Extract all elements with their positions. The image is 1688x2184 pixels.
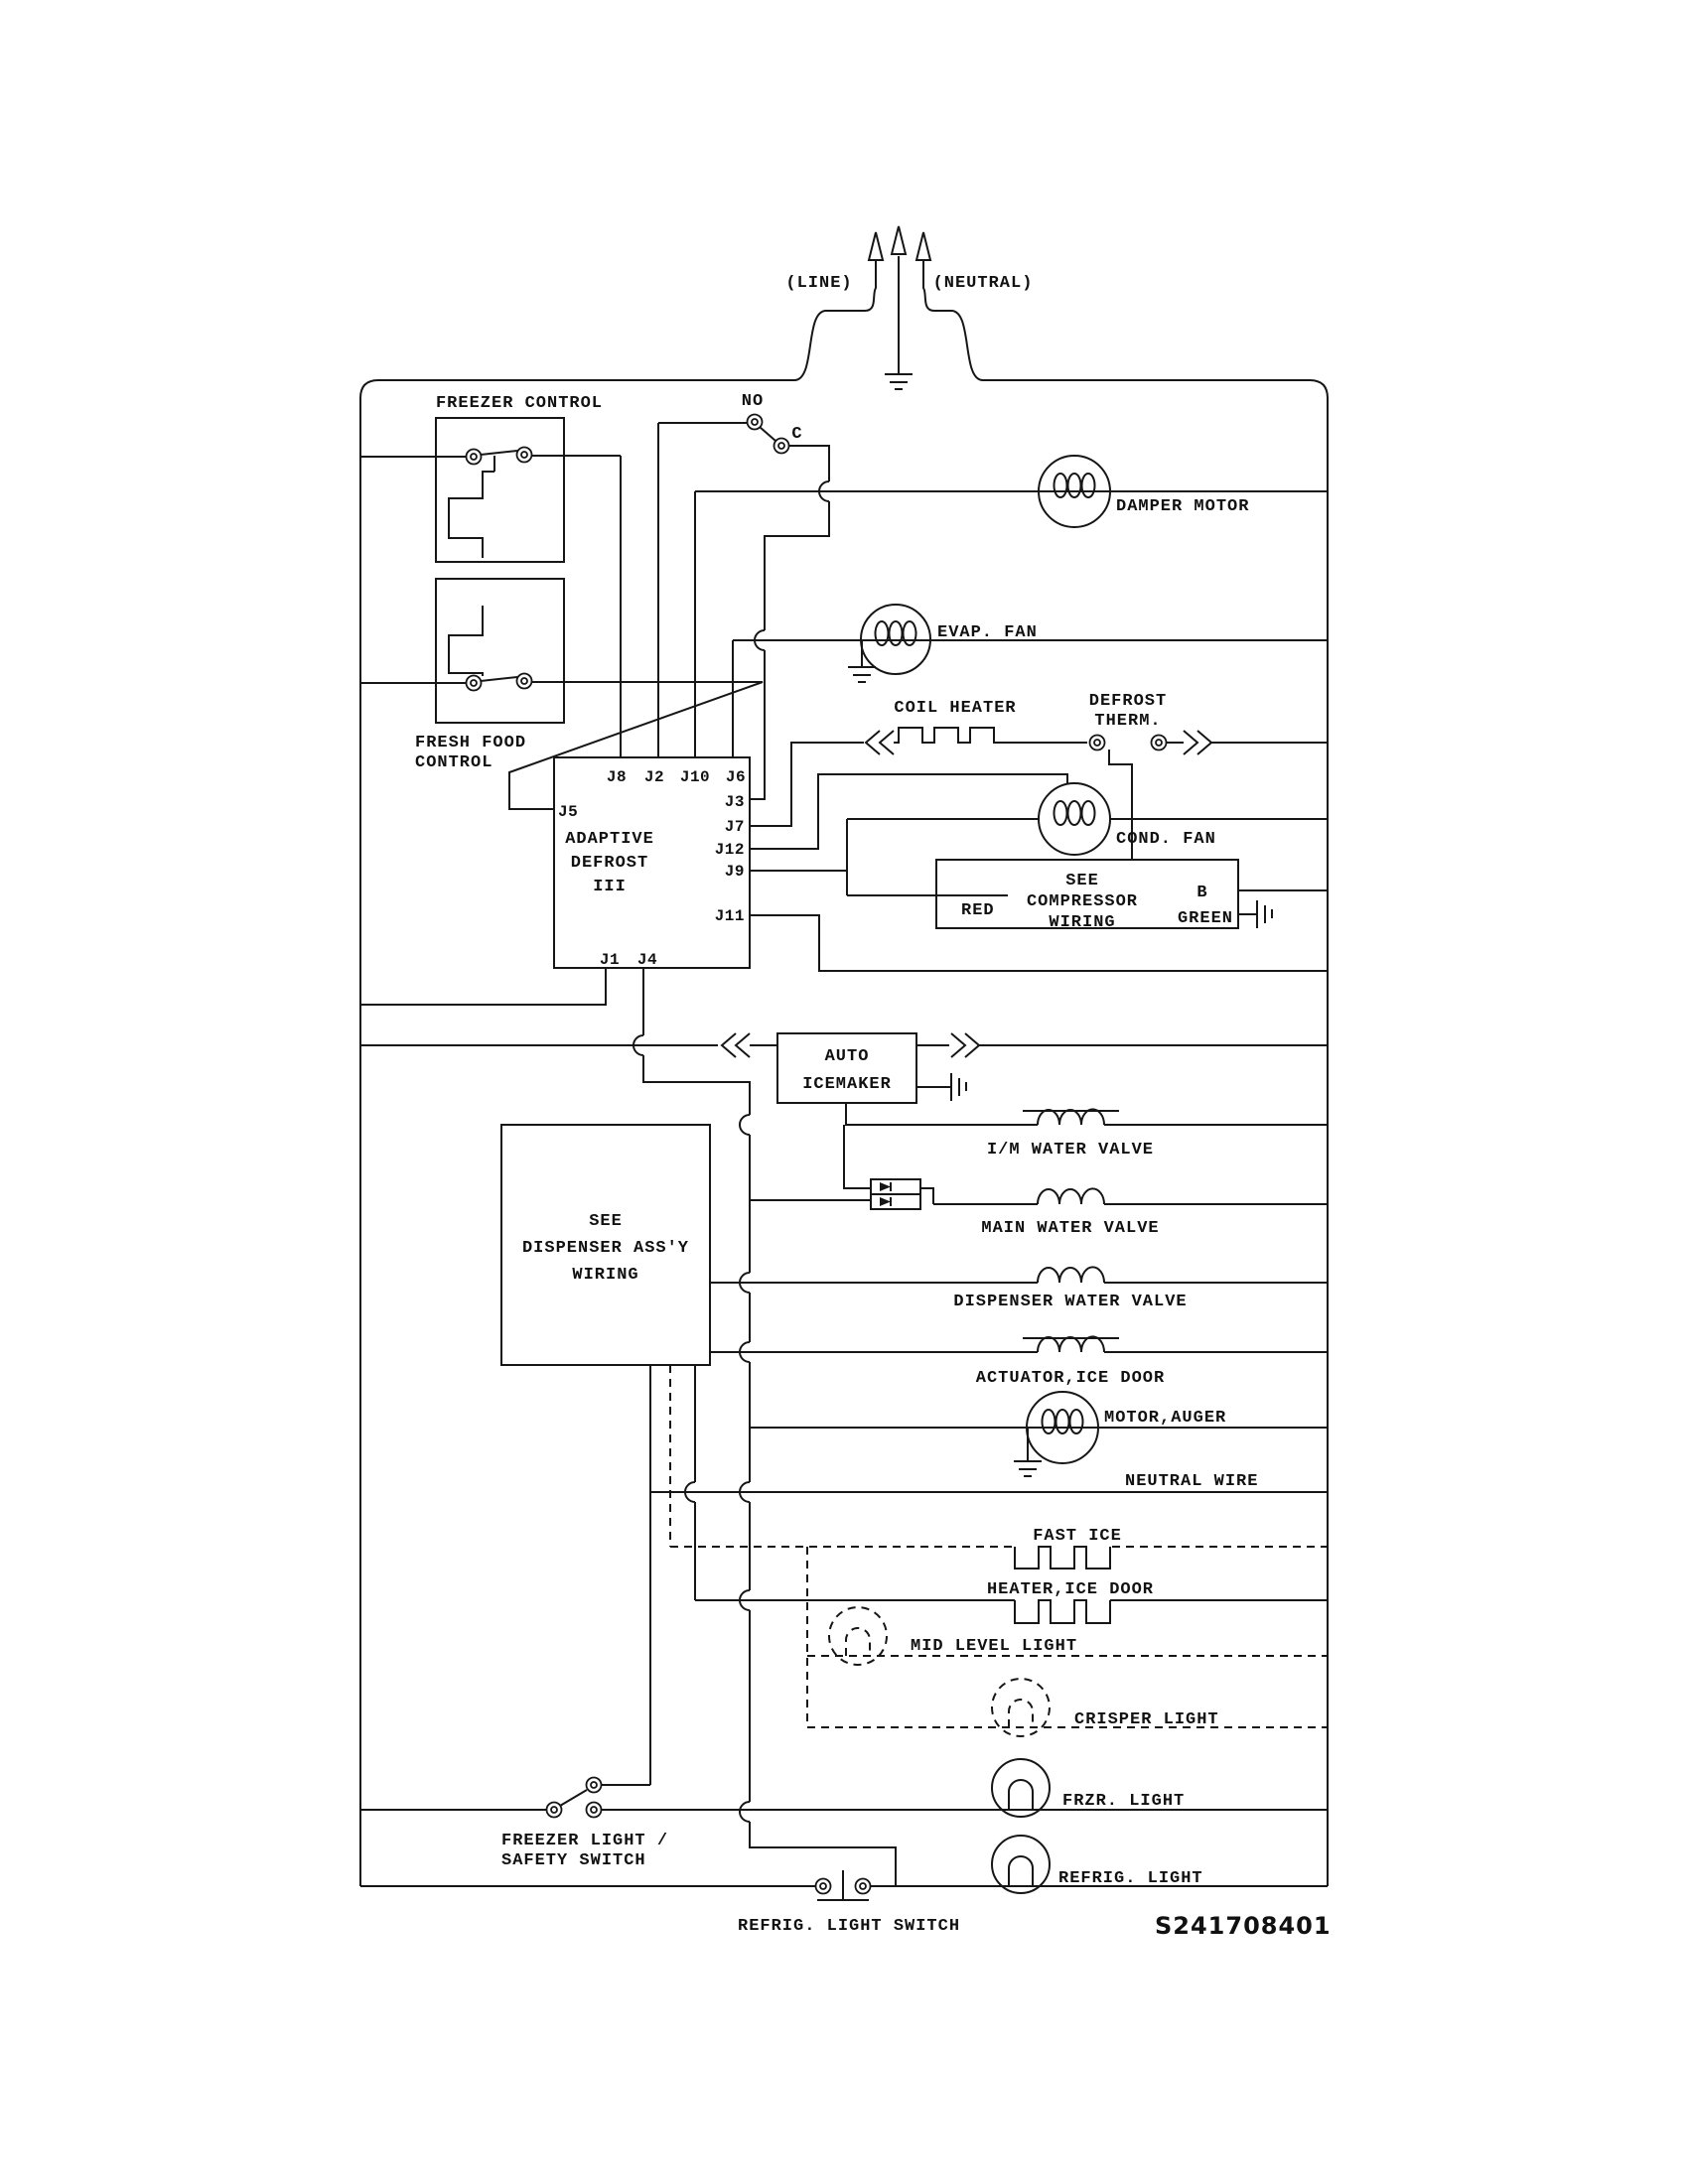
main-water-valve <box>933 1188 1328 1238</box>
connector-icon <box>866 731 894 754</box>
fast-ice-label: FAST ICE <box>1033 1527 1122 1546</box>
evap-fan <box>733 605 1328 757</box>
adaptive-defrost-board <box>554 757 750 969</box>
connector-icon <box>1184 731 1211 754</box>
ground-icon <box>951 1073 966 1101</box>
actuator-ice-door <box>710 1336 1328 1388</box>
ground-icon <box>885 374 913 389</box>
motor-coil-icon <box>1055 474 1095 497</box>
neutral-label: (NEUTRAL) <box>932 274 1034 293</box>
fresh-food-label: FRESH FOOD <box>415 734 527 752</box>
motor-coil-icon <box>876 621 916 645</box>
pin-label-j3: J3 <box>724 793 745 811</box>
refrig-light-label: REFRIG. LIGHT <box>1058 1869 1203 1888</box>
compressor-label: COMPRESSOR <box>1026 892 1139 911</box>
pin-label-j10: J10 <box>679 768 711 786</box>
fresh-food-label: CONTROL <box>415 753 493 772</box>
cond-fan <box>750 774 1328 855</box>
ground-icon <box>848 640 876 682</box>
main-water-valve-label: MAIN WATER VALVE <box>981 1219 1160 1238</box>
refrig-light-switch-label: REFRIG. LIGHT SWITCH <box>738 1917 961 1936</box>
board-name: DEFROST <box>570 854 649 873</box>
coil-heater-label: COIL HEATER <box>894 699 1017 718</box>
freezer-control <box>360 394 621 757</box>
crisper-light-label: CRISPER LIGHT <box>1074 1710 1219 1729</box>
actuator-label: ACTUATOR,ICE DOOR <box>975 1369 1166 1388</box>
motor-coil-icon <box>1055 801 1095 825</box>
ground-icon <box>1257 900 1272 928</box>
heater-ice-door-label: HEATER,ICE DOOR <box>986 1580 1155 1599</box>
cond-fan-label: COND. FAN <box>1116 830 1216 849</box>
board-name: ADAPTIVE <box>565 830 654 849</box>
pin-label-j1: J1 <box>599 951 621 969</box>
damper-motor-label: DAMPER MOTOR <box>1116 497 1250 516</box>
evap-fan-label: EVAP. FAN <box>937 623 1038 642</box>
pin-label-j5: J5 <box>558 803 579 821</box>
pin-label-j12: J12 <box>714 841 745 859</box>
freezer-switch-label: SAFETY SWITCH <box>501 1851 646 1870</box>
pin-label-j6: J6 <box>725 768 747 786</box>
heater-ice-door <box>695 1580 1328 1623</box>
compressor-box <box>750 819 1328 971</box>
icemaker-label: AUTO <box>824 1047 870 1066</box>
power-cord <box>785 226 1033 389</box>
compressor-label: WIRING <box>1049 913 1116 932</box>
neutral-wire <box>650 1472 1328 1492</box>
defrost-therm-label: THERM. <box>1094 712 1162 731</box>
no-label: NO <box>741 392 765 411</box>
dispenser-label: SEE <box>589 1212 623 1231</box>
pin-label-j11: J11 <box>714 907 745 925</box>
auto-icemaker <box>360 1033 1328 1103</box>
compressor-green-label: GREEN <box>1177 909 1233 928</box>
dispenser-label: WIRING <box>572 1266 639 1285</box>
frzr-light <box>992 1759 1185 1817</box>
plug-prong-icon <box>869 232 883 260</box>
refrig-light <box>992 1836 1203 1893</box>
mid-level-light-label: MID LEVEL LIGHT <box>911 1637 1078 1656</box>
frzr-light-label: FRZR. LIGHT <box>1062 1792 1186 1811</box>
motor-auger-label: MOTOR,AUGER <box>1104 1409 1227 1428</box>
im-water-valve-label: I/M WATER VALVE <box>986 1141 1155 1160</box>
connector-icon <box>722 1033 750 1057</box>
plug-prong-icon <box>916 232 930 260</box>
dispenser-water-valve-label: DISPENSER WATER VALVE <box>953 1293 1188 1311</box>
freezer-control-label: FREEZER CONTROL <box>435 394 604 413</box>
dispenser-label: DISPENSER ASS'Y <box>521 1239 690 1258</box>
dispenser-assembly-box <box>501 1125 710 1785</box>
motor-coil-icon <box>1043 1410 1083 1433</box>
pin-label-j9: J9 <box>724 863 745 881</box>
c-label: C <box>791 425 803 444</box>
crisper-light <box>807 1679 1328 1736</box>
part-number: S241708401 <box>1155 1912 1332 1940</box>
connector-icon <box>951 1033 979 1057</box>
dispenser-water-valve <box>710 1267 1328 1311</box>
icemaker-label: ICEMAKER <box>802 1075 892 1094</box>
plug-prong-icon <box>892 226 906 254</box>
compressor-b-label: B <box>1196 884 1208 902</box>
pin-label-j7: J7 <box>724 818 745 836</box>
defrost-therm-label: DEFROST <box>1088 692 1168 711</box>
motor-auger <box>750 1392 1328 1476</box>
compressor-label: SEE <box>1065 872 1099 890</box>
neutral-wire-label: NEUTRAL WIRE <box>1125 1472 1259 1491</box>
freezer-switch-label: FREEZER LIGHT / <box>501 1832 669 1850</box>
board-name: III <box>593 878 627 896</box>
line-label: (LINE) <box>785 274 853 293</box>
pin-label-j8: J8 <box>606 768 628 786</box>
diode-icon <box>880 1182 891 1191</box>
diode-pack <box>750 1125 933 1209</box>
pin-label-j4: J4 <box>636 951 658 969</box>
im-water-valve <box>846 1103 1328 1160</box>
defrost-mode-switch <box>658 392 829 799</box>
pin-label-j2: J2 <box>643 768 665 786</box>
mid-level-light <box>807 1547 1328 1727</box>
compressor-red-label: RED <box>961 901 995 920</box>
diode-icon <box>880 1197 891 1206</box>
fast-ice-circuit <box>670 1527 1328 1569</box>
coil-heater <box>750 699 1087 826</box>
